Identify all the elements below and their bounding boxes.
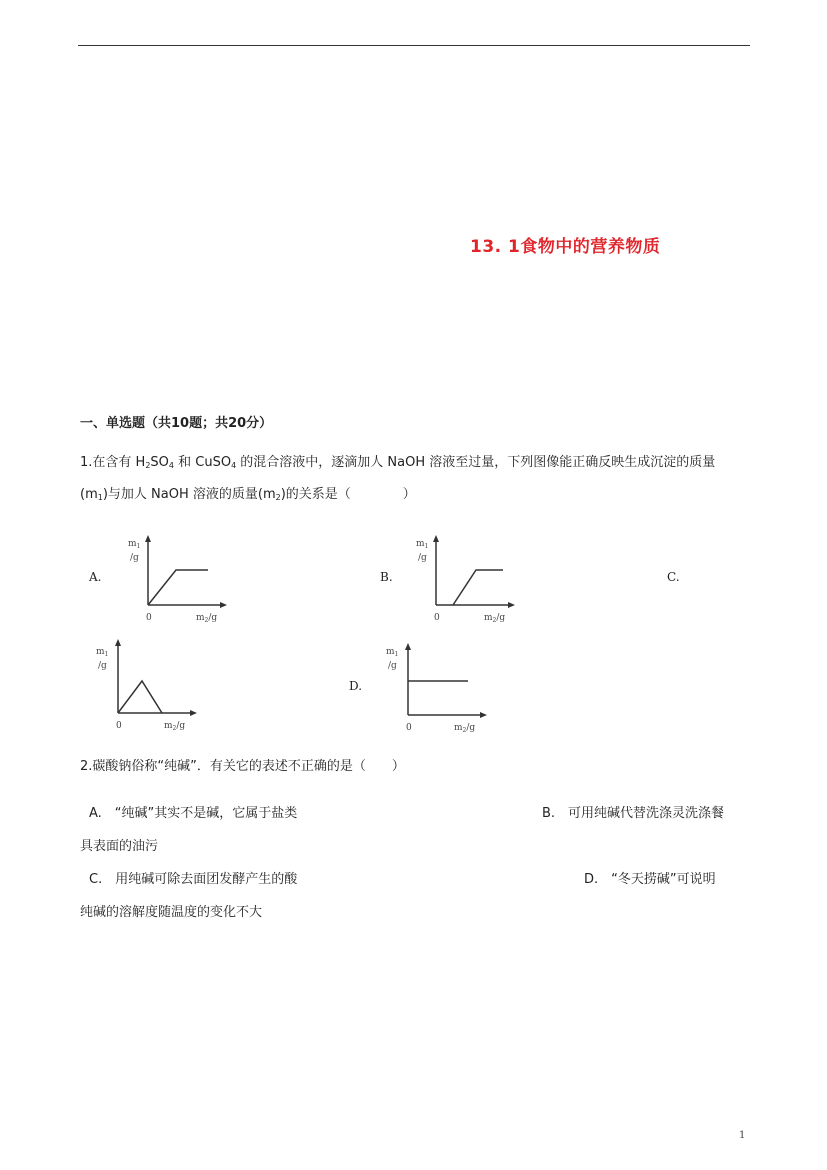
graph-b-x-label: $m_2/g$ [484,613,506,624]
arrow-up-icon [115,639,121,646]
arrow-right-icon [480,712,487,718]
q1-text: 和 CuSO [174,455,232,470]
q2-option-b-continuation: 具表面的油污 [80,839,159,854]
graph-c-y-unit: /g [98,661,107,671]
page-title: 13. 1食物中的营养物质 [470,237,661,257]
graph-b [408,530,518,626]
graph-d [380,638,490,734]
arrow-up-icon [405,643,411,650]
graph-b-y-unit: /g [418,553,427,563]
q1-text: (m [80,487,98,502]
q1-text: SO [150,455,169,470]
q1-subscript: 2 [145,461,151,470]
graph-c-origin: 0 [116,721,122,731]
graph-a-x-label: $m_2/g$ [196,613,218,624]
graph-c [90,632,200,732]
arrow-right-icon [220,602,227,608]
arrow-up-icon [433,535,439,542]
q2-option-c[interactable]: C. 用纯碱可除去面团发酵产生的酸 [89,872,298,887]
q1-subscript: 4 [231,461,237,470]
graph-a-y-label: $m_1$ [128,539,141,550]
graph-c-x-label: $m_2/g$ [164,721,186,732]
page-number: 1 [739,1130,746,1141]
q1-subscript: 2 [275,493,281,502]
q2-stem: 2.碳酸钠俗称“纯碱”．有关它的表述不正确的是（ ） [80,759,405,774]
q1-text: 在含有 H [92,455,146,470]
q1-option-a-label[interactable]: A. [89,570,102,584]
arrow-right-icon [508,602,515,608]
graph-d-y-unit: /g [388,661,397,671]
q1-subscript: 1 [97,493,103,502]
q1-option-d-label[interactable]: D. [349,679,363,693]
arrow-right-icon [190,710,197,716]
q1-text: )与加人 NaOH 溶液的质量(m [102,487,276,502]
q1-option-c-label[interactable]: C. [667,570,680,584]
q1-stem-line2 [80,480,416,513]
graph-a-origin: 0 [146,613,152,623]
graph-a-curve [148,570,208,605]
q1-number: 1. [80,455,93,470]
q1-text: )的关系是（ ） [280,487,416,502]
q2-option-b[interactable]: B. 可用纯碱代替洗涤灵洗涤餐 [542,806,725,821]
q2-option-a[interactable]: A. “纯碱”其实不是碱，它属于盐类 [89,806,298,821]
header-rule [78,45,750,46]
graph-a-y-unit: /g [130,553,139,563]
graph-d-y-label: $m_1$ [386,647,399,658]
graph-d-origin: 0 [406,723,412,733]
arrow-up-icon [145,535,151,542]
section-heading: 一、单选题（共10题；共20分） [80,416,273,431]
q1-stem-line1 [80,448,715,481]
q1-option-b-label[interactable]: B. [380,570,393,584]
q1-text: 的混合溶液中，逐滴加人 NaOH 溶液至过量，下列图像能正确反映生成沉淀的质量 [236,455,716,470]
graph-c-curve [118,681,162,713]
q1-subscript: 4 [168,461,174,470]
graph-b-origin: 0 [434,613,440,623]
graph-b-y-label: $m_1$ [416,539,429,550]
q2-option-d-continuation: 纯碱的溶解度随温度的变化不大 [80,905,263,920]
graph-b-curve [453,570,503,605]
graph-a [120,530,230,626]
q2-option-d[interactable]: D. “冬天捞碱”可说明 [584,872,716,887]
graph-d-x-label: $m_2/g$ [454,723,476,734]
graph-c-y-label: $m_1$ [96,647,109,658]
